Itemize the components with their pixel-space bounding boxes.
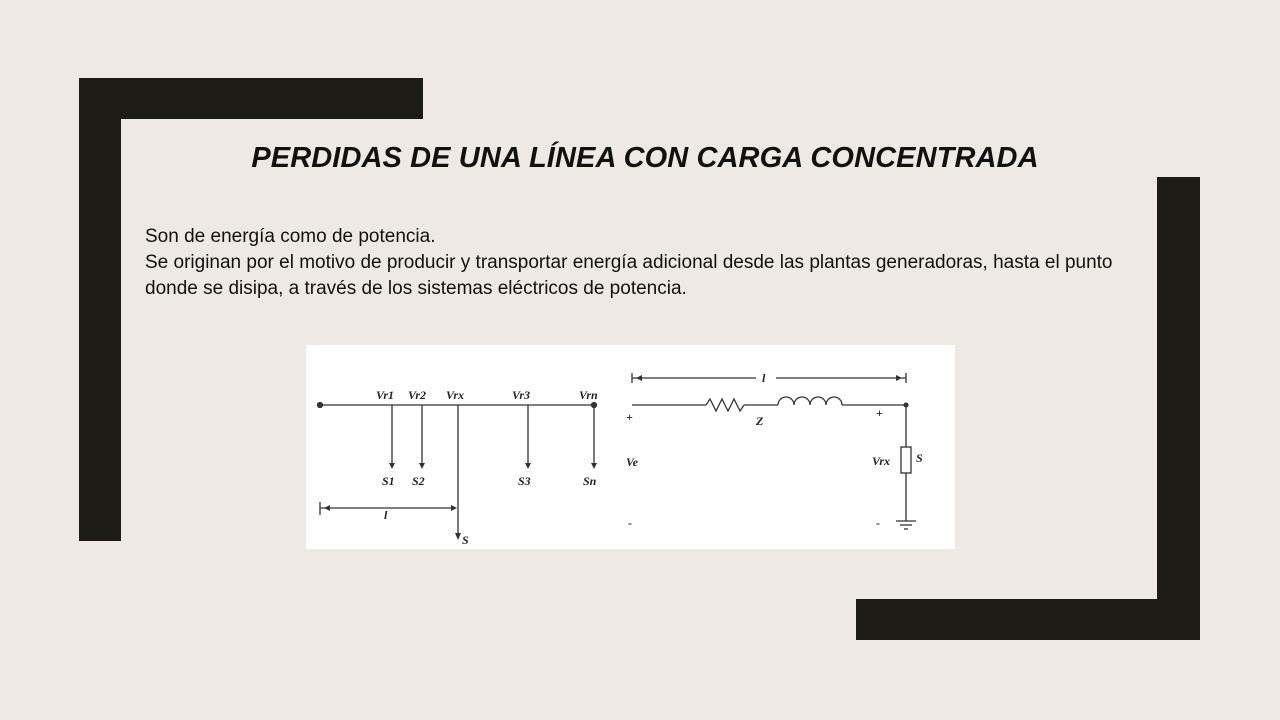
plus-right: + (876, 406, 883, 420)
resistor-symbol (706, 399, 744, 411)
load-s2-arrow (419, 463, 425, 469)
inductor-symbol (778, 397, 842, 405)
label-s3: S3 (518, 474, 531, 488)
label-s2: S2 (412, 474, 425, 488)
label-vr3: Vr3 (512, 388, 531, 402)
load-s-arrow (455, 533, 461, 540)
body-text (145, 224, 1145, 302)
label-length-right: l (762, 371, 766, 385)
load-s1-arrow (389, 463, 395, 469)
frame-bottom-right-horizontal (856, 599, 1200, 640)
paragraph-1: Son de energía como de potencia. (145, 226, 436, 247)
label-sn: Sn (583, 474, 597, 488)
load-box (901, 447, 911, 473)
slide-title: PERDIDAS DE UNA LÍNEA CON CARGA CONCENTRADA (251, 142, 1039, 174)
length-dim-arrow-right (451, 505, 457, 511)
label-load-s: S (916, 451, 923, 465)
label-vrn: Vrn (579, 388, 598, 402)
frame-top-left-horizontal (79, 78, 423, 119)
label-vr1: Vr1 (376, 388, 395, 402)
label-total-load: S (462, 533, 469, 547)
right-node (904, 403, 909, 408)
label-vrx-right: Vrx (872, 454, 891, 468)
feeder-start-node (318, 403, 323, 408)
circuit-diagram-svg (306, 345, 955, 549)
label-ve: Ve (626, 455, 638, 469)
label-length-left: l (384, 508, 388, 522)
load-sn-arrow (591, 463, 597, 469)
paragraph-2: Se originan por el motivo de producir y transportar energía adicional desde las plantas generadoras, hasta el punto donde se disipa, a través de los sistemas eléctricos de potencia. (145, 252, 1113, 299)
label-impedance: Z (756, 414, 764, 428)
length-dim-arrow-left (324, 505, 330, 511)
minus-right: - (876, 516, 880, 530)
label-s1: S1 (382, 474, 395, 488)
minus-left: - (628, 516, 632, 530)
right-length-arrow-left (636, 375, 642, 381)
plus-left: + (626, 410, 633, 424)
label-vr2: Vr2 (408, 388, 427, 402)
label-vrx: Vrx (446, 388, 465, 402)
frame-bottom-right-vertical (1157, 177, 1200, 640)
right-length-arrow-right (896, 375, 902, 381)
load-s3-arrow (525, 463, 531, 469)
circuit-diagram (306, 345, 955, 549)
